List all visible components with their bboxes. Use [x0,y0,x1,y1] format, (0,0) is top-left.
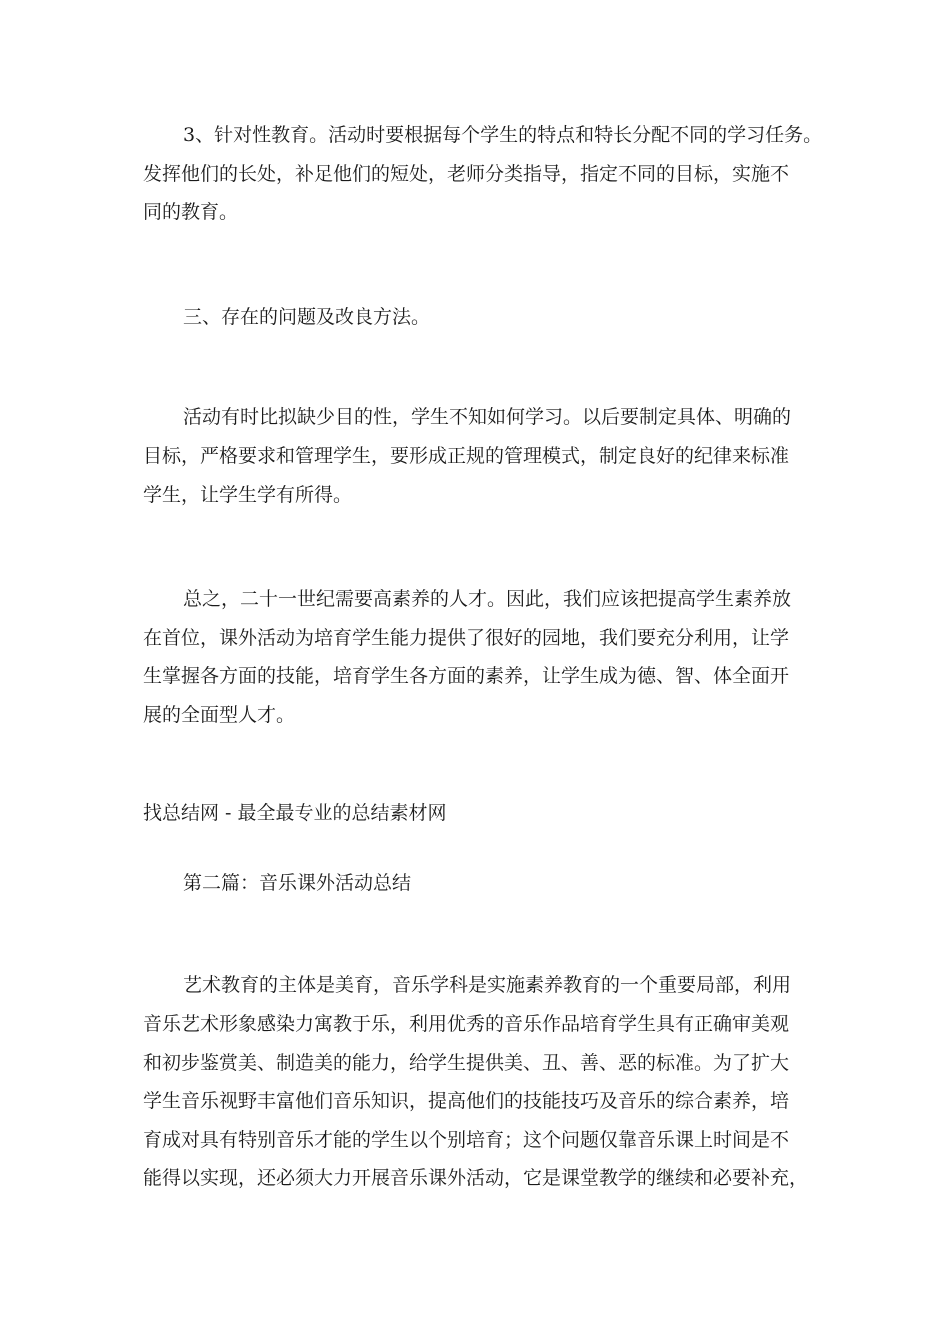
conclusion-line-3: 生掌握各方面的技能，培育学生各方面的素养，让学生成为德、智、体全面开 [143,665,790,687]
item3-line-1: 3、针对性教育。活动时要根据每个学生的特点和特长分配不同的学习任务。 [183,124,823,146]
item3-line-3: 同的教育。 [143,201,239,223]
part2-line-1: 艺术教育的主体是美育，音乐学科是实施素养教育的一个重要局部，利用 [183,974,792,996]
conclusion-line-1: 总之，二十一世纪需要高素养的人才。因此，我们应该把提高学生素养放 [183,588,792,610]
part2-line-5: 育成对具有特别音乐才能的学生以个别培育；这个问题仅靠音乐课上时间是不 [143,1129,790,1151]
problems-line-3: 学生，让学生学有所得。 [143,484,353,506]
part2-line-2: 音乐艺术形象感染力寓教于乐，利用优秀的音乐作品培育学生具有正确审美观 [143,1013,790,1035]
problems-line-1: 活动有时比拟缺少目的性，学生不知如何学习。以后要制定具体、明确的 [183,406,792,428]
part2-title: 第二篇：音乐课外活动总结 [183,872,412,894]
conclusion-line-4: 展的全面型人才。 [143,704,296,726]
conclusion-line-2: 在首位，课外活动为培育学生能力提供了很好的园地，我们要充分利用，让学 [143,627,790,649]
site-line: 找总结网 - 最全最专业的总结素材网 [143,802,447,824]
problems-line-2: 目标，严格要求和管理学生，要形成正规的管理模式，制定良好的纪律来标准 [143,445,790,467]
part2-line-6: 能得以实现，还必须大力开展音乐课外活动，它是课堂教学的继续和必要补充， [143,1167,809,1189]
part2-line-3: 和初步鉴赏美、制造美的能力，给学生提供美、丑、善、恶的标准。为了扩大 [143,1052,790,1074]
item3-line-2: 发挥他们的长处，补足他们的短处，老师分类指导，指定不同的目标，实施不 [143,163,790,185]
part2-line-4: 学生音乐视野丰富他们音乐知识，提高他们的技能技巧及音乐的综合素养，培 [143,1090,790,1112]
section3-heading: 三、存在的问题及改良方法。 [183,306,431,328]
